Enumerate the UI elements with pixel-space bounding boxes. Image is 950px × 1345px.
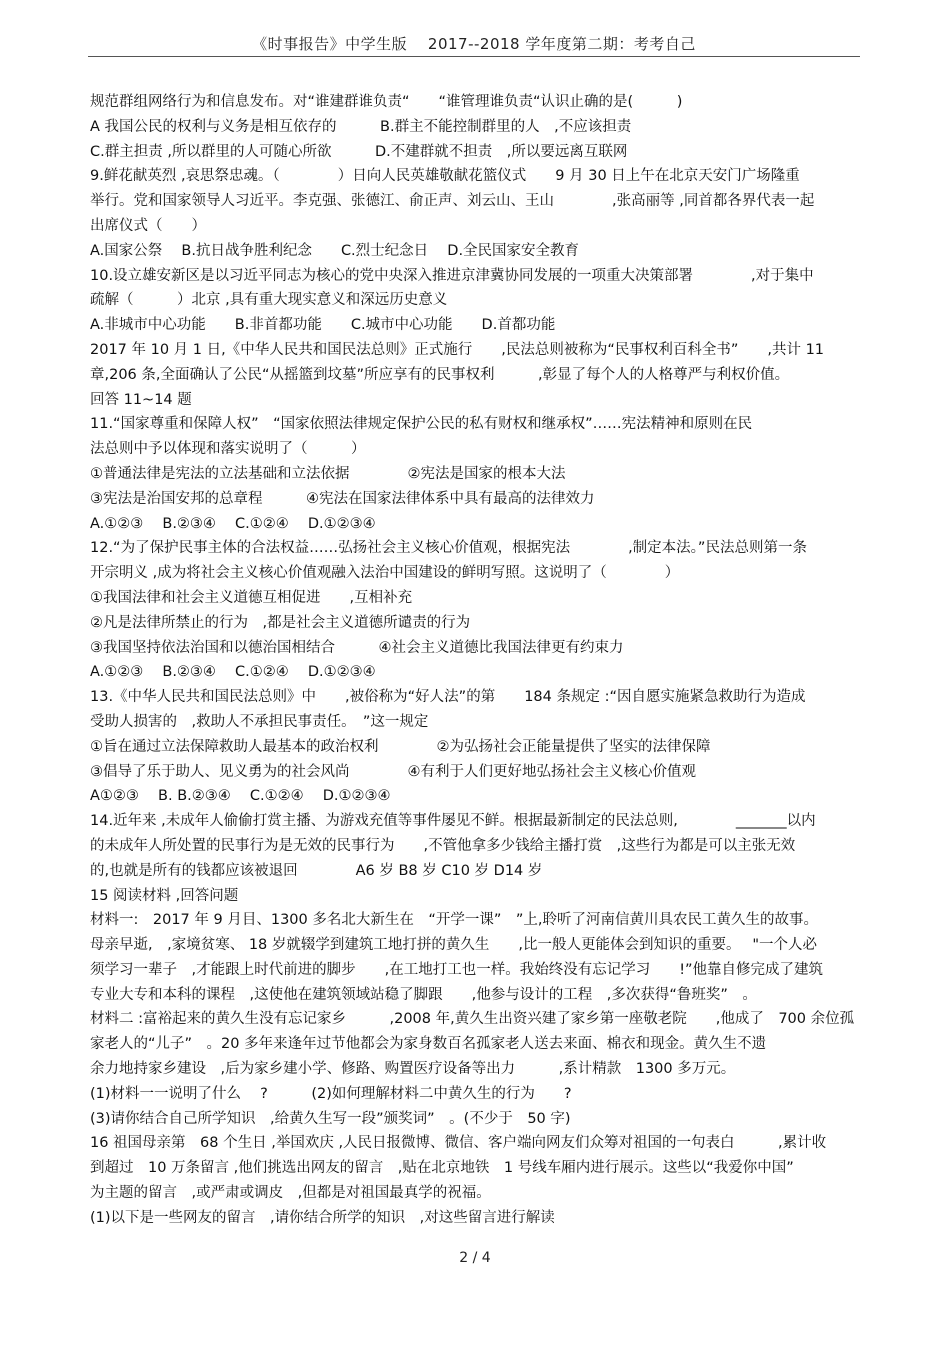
text-line: A.①②③ B.②③④ C.①②④ D.①②③④ [90, 664, 376, 681]
text-line: 16 祖国母亲第 68 个生日 ,举国欢庆 ,人民日报微博、微信、客户端向网友们众筹对祖国的一句表白 ,累计收 [90, 1135, 827, 1152]
text-line: 14.近年来 ,未成年人偷偷打赏主播、为游戏充值等事件屡见不鲜。根据最新制定的民法总则, _______以内 [90, 813, 816, 830]
page-header: 《时事报告》中学生版 2017--2018 学年度第二期：考考自己 [252, 35, 696, 53]
text-line: ③我国坚持依法治国和以德治国相结合 ④社会主义道德比我国法律更有约束力 [90, 639, 624, 656]
text-line: 到超过 10 万条留言 ,他们挑选出网友的留言 ,贴在北京地铁 1 号线车厢内进行展示。这些以“我爱你中国” [90, 1160, 794, 1177]
document-body [90, 90, 862, 1231]
text-line: 出席仪式（ ） [90, 217, 206, 234]
text-line: 13.《中华人民共和国民法总则》中 ,被俗称为“好人法”的第 184 条规定 :“因自愿实施紧急救助行为造成 [90, 689, 806, 706]
text-line: ②凡是法律所禁止的行为 ,都是社会主义道德所谴责的行为 [90, 614, 471, 631]
text-line: A 我国公民的权利与义务是相互依存的 B.群主不能控制群里的人 ,不应该担责 [90, 118, 632, 135]
text-line: 15 阅读材料 ,回答问题 [90, 887, 239, 904]
text-line: 举行。党和国家领导人习近平。李克强、张德江、俞正声、刘云山、王山 ,张高丽等 ,同首都各界代表一起 [90, 193, 815, 210]
text-line: 专业大专和本科的课程 ,这使他在建筑领域站稳了脚跟 ,他参与设计的工程 ,多次获得“鲁班奖” 。 [90, 986, 757, 1003]
text-line: 规范群组网络行为和信息发布。对“谁建群谁负责“ “谁管理谁负责“认识止确的是( ) [90, 94, 683, 110]
text-line: 受助人损害的 ,救助人不承担民事责任。 ”这一规定 [90, 713, 429, 730]
text-line: 材料一: 2017 年 9 月目、1300 多名北大新生在 “开学一课” ”上,聆听了河南信黄川具农民工黄久生的故事。 [90, 912, 818, 929]
text-line: 余力地持家乡建设 ,后为家乡建小学、修路、购置医疗设备等出力 ,系计精款 1300 多万元。 [90, 1061, 736, 1078]
text-line: 回答 11~14 题 [90, 391, 192, 408]
text-line: 11.“国家尊重和保障人权” “国家依照法律规定保护公民的私有财权和继承权”……宪法精神和原则在民 [90, 416, 753, 433]
text-line: 母亲早逝, ,家境贫寒、 18 岁就辍学到建筑工地打拼的黄久生 ,比一般人更能体会到知识的重要。 "一个人必 [90, 937, 818, 954]
text-line: 疏解（ ）北京 ,具有重大现实意义和深远历史意义 [90, 292, 448, 309]
text-line: 须学习一辈子 ,才能跟上时代前进的脚步 ,在工地打工也一样。我始终没有忘记学习 !”他靠自修完成了建筑 [90, 961, 824, 978]
text-line: 的,也就是所有的钱都应该被退回 A6 岁 B8 岁 C10 岁 D14 岁 [90, 862, 543, 879]
text-line: 法总则中予以体现和落实说明了（ ） [90, 441, 366, 458]
text-line: A.国家公祭 B.抗日战争胜利纪念 C.烈士纪念日 D.全民国家安全教育 [90, 242, 580, 259]
text-line: 10.设立雄安新区是以习近平同志为核心的党中央深入推进京津冀协同发展的一项重大决策部署 ,对于集中 [90, 267, 814, 284]
text-line: 2017 年 10 月 1 日,《中华人民共和国民法总则》正式施行 ,民法总则被称为“民事权利百科全书” ,共计 11 [90, 341, 825, 358]
text-line: ③宪法是治国安邦的总章程 ④宪法在国家法律体系中具有最高的法律效力 [90, 490, 595, 507]
text-line: A①②③ B. B.②③④ C.①②④ D.①②③④ [90, 788, 391, 805]
text-line: ③倡导了乐于助人、见义勇为的社会风尚 ④有利于人们更好地弘扬社会主义核心价值观 [90, 763, 696, 780]
text-line: ①我国法律和社会主义道德互相促进 ,互相补充 [90, 589, 413, 606]
text-line: (3)请你结合自己所学知识 ,给黄久生写一段”颁奖词” 。(不少于 50 字) [90, 1110, 571, 1127]
text-line: 12.“为了保护民事主体的合法权益……弘扬社会主义核心价值观，根据宪法 ,制定本法。”民法总则第一条 [90, 540, 807, 557]
page-number: 2 / 4 [459, 1250, 491, 1266]
text-line: A.①②③ B.②③④ C.①②④ D.①②③④ [90, 515, 376, 532]
text-line: (1)材料一一说明了什么 ? (2)如何理解材料二中黄久生的行为 ? [90, 1085, 572, 1102]
text-line: 材料二 :富裕起来的黄久生没有忘记家乡 ,2008 年,黄久生出资兴建了家乡第一座敬老院 ,他成了 700 余位孤 [90, 1011, 855, 1028]
text-line: 家老人的“儿子” 。20 多年来逢年过节他都会为家身数百名孤家老人送去来面、棉衣和现金。黄久生不遗 [90, 1036, 767, 1053]
text-line: A.非城市中心功能 B.非首都功能 C.城市中心功能 D.首都功能 [90, 317, 556, 334]
text-line: 为主题的留言 ,或严肃或调皮 ,但都是对祖国最真学的祝福。 [90, 1185, 491, 1202]
header-rule [88, 56, 860, 57]
text-line: ①普通法律是宪法的立法基础和立法依据 ②宪法是国家的根本大法 [90, 465, 566, 482]
text-line: 章,206 条,全面确认了公民“从摇篮到坟墓”所应享有的民事权利 ,彰显了每个人的人格尊严与利权价值。 [90, 366, 790, 383]
text-line: (1)以下是一些网友的留言 ,请你结合所学的知识 ,对这些留言进行解读 [90, 1209, 555, 1226]
text-line: C.群主担责 ,所以群里的人可随心所欲 D.不建群就不担责 ,所以要远离互联网 [90, 143, 628, 160]
text-line: 9.鲜花献英烈 ,哀思祭忠魂。（ ）日向人民英雄敬献花篮仪式 9 月 30 日上午在北京天安门广场隆重 [90, 168, 800, 185]
text-line: 的未成年人所处置的民事行为是无效的民事行为 ,不管他拿多少钱给主播打赏 ,这些行为都是可以主张无效 [90, 837, 796, 854]
text-line: ①旨在通过立法保障救助人最基本的政治权利 ②为弘扬社会正能量提供了坚实的法律保障 [90, 738, 711, 755]
text-line: 开宗明义 ,成为将社会主义核心价值观融入法治中国建设的鲜明写照。这说明了（ ） [90, 565, 680, 582]
